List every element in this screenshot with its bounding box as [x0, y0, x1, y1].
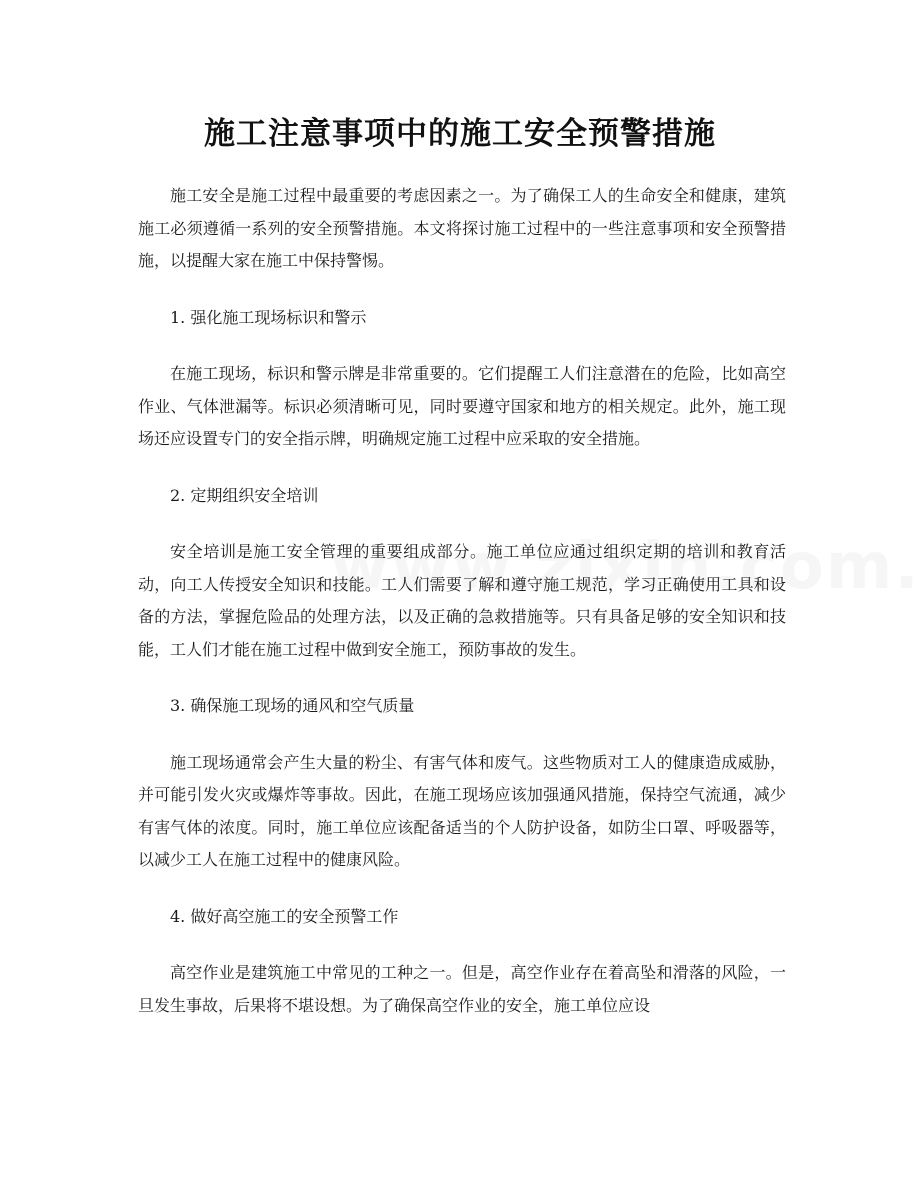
section-heading-3: 3. 确保施工现场的通风和空气质量 — [170, 696, 415, 715]
section-heading-4: 4. 做好高空施工的安全预警工作 — [170, 906, 399, 926]
intro-paragraph: 施工安全是施工过程中最重要的考虑因素之一。为了确保工人的生命安全和健康，建筑施工必须遵循一系列的安全预警措施。本文将探讨施工过程中的一些注意事项和安全预警措施，以提醒大家在施工中保持警惕。 — [138, 186, 786, 270]
section-paragraph-1: 在施工现场，标识和警示牌是非常重要的。它们提醒工人们注意潜在的危险，比如高空作业、气体泄漏等。标识必须清晰可见，同时要遵守国家和地方的相关规定。此外，施工现场还应设置专门的安全指示牌，明确规定施工过程中应采取的安全措施。 — [138, 364, 786, 448]
document-body — [138, 180, 786, 1046]
section-heading-2: 2. 定期组织安全培训 — [170, 485, 319, 505]
section-heading-1: 1. 强化施工现场标识和警示 — [170, 307, 367, 327]
section-paragraph-2: 安全培训是施工安全管理的重要组成部分。施工单位应通过组织定期的培训和教育活动，向工人传授安全知识和技能。工人们需要了解和遵守施工规范，学习正确使用工具和设备的方法，掌握危险品的处理方法，以及正确的急救措施等。只有具备足够的安全知识和技能，工人们才能在施工过程中做到安全施工，预防事故的发生。 — [138, 542, 786, 659]
section-paragraph-4: 高空作业是建筑施工中常见的工种之一。但是，高空作业存在着高坠和滑落的风险，一旦发生事故，后果将不堪设想。为了确保高空作业的安全，施工单位应设 — [138, 963, 786, 1015]
section-paragraph-3: 施工现场通常会产生大量的粉尘、有害气体和废气。这些物质对工人的健康造成威胁，并可能引发火灾或爆炸等事故。因此，在施工现场应该加强通风措施，保持空气流通，减少有害气体的浓度。同时，施工单位应该配备适当的个人防护设备，如防尘口罩、呼吸器等，以减少工人在施工过程中的健康风险。 — [138, 752, 786, 869]
document-title: 施工注意事项中的施工安全预警措施 — [204, 116, 716, 152]
